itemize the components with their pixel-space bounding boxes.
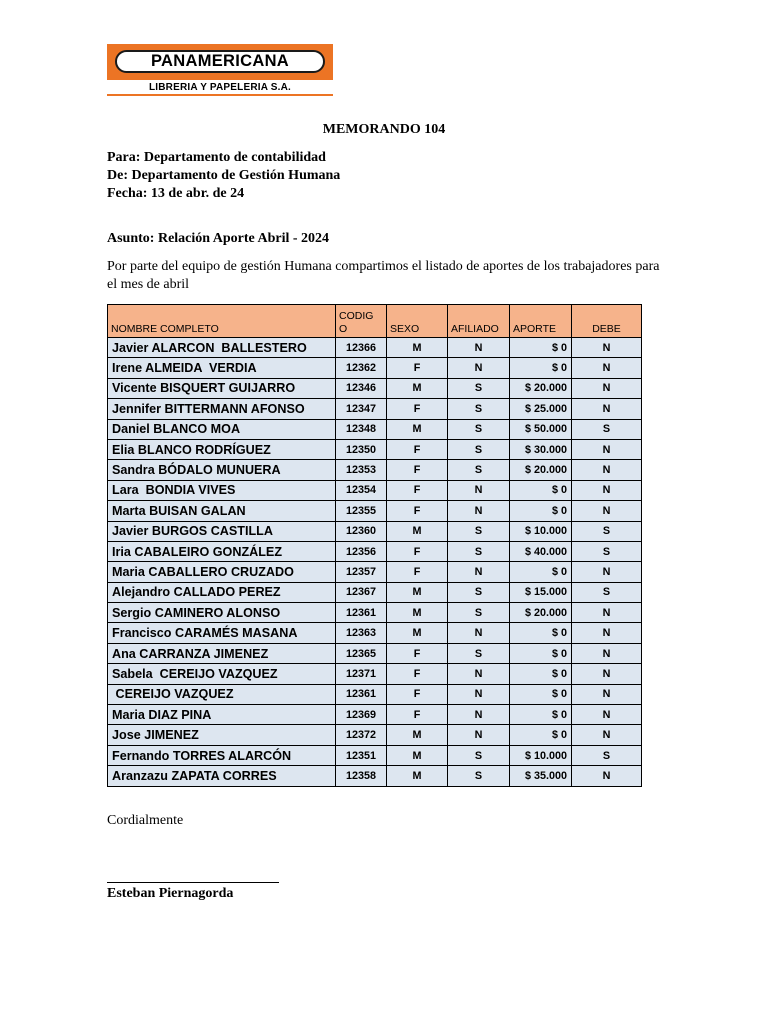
table-row (108, 399, 642, 419)
cell-codigo: 12346 (336, 378, 387, 398)
table-row (108, 460, 642, 480)
header-codigo: CODIG O (336, 305, 387, 338)
cell-debe: S (572, 582, 642, 602)
cell-aporte: $ 20.000 (510, 378, 572, 398)
table-row (108, 338, 642, 358)
cell-codigo: 12363 (336, 623, 387, 643)
table-row (108, 378, 642, 398)
cell-codigo: 12353 (336, 460, 387, 480)
cell-debe: S (572, 745, 642, 765)
cell-debe: N (572, 705, 642, 725)
cell-nombre: Iria CABALEIRO GONZÁLEZ (108, 541, 336, 561)
cell-afiliado: S (448, 521, 510, 541)
cell-nombre: Alejandro CALLADO PEREZ (108, 582, 336, 602)
cell-nombre: Francisco CARAMÉS MASANA (108, 623, 336, 643)
header-nombre: NOMBRE COMPLETO (108, 305, 336, 338)
cell-nombre: Javier ALARCON BALLESTERO (108, 338, 336, 358)
cell-sexo: M (387, 582, 448, 602)
cell-codigo: 12371 (336, 664, 387, 684)
table-row (108, 582, 642, 602)
cell-nombre: CEREIJO VAZQUEZ (108, 684, 336, 704)
table-row (108, 541, 642, 561)
cell-aporte: $ 20.000 (510, 603, 572, 623)
cell-afiliado: N (448, 725, 510, 745)
cell-afiliado: S (448, 399, 510, 419)
cell-debe: N (572, 358, 642, 378)
cell-afiliado: N (448, 684, 510, 704)
cell-afiliado: N (448, 664, 510, 684)
cell-nombre: Sergio CAMINERO ALONSO (108, 603, 336, 623)
cell-debe: N (572, 460, 642, 480)
table-row (108, 419, 642, 439)
cell-debe: N (572, 684, 642, 704)
cell-nombre: Maria DIAZ PINA (108, 705, 336, 725)
contributions-table (107, 304, 642, 787)
cell-afiliado: S (448, 541, 510, 561)
cell-codigo: 12350 (336, 439, 387, 459)
cell-aporte: $ 0 (510, 480, 572, 500)
cell-afiliado: S (448, 582, 510, 602)
cell-aporte: $ 0 (510, 358, 572, 378)
cell-sexo: F (387, 684, 448, 704)
table-row (108, 643, 642, 663)
cell-aporte: $ 0 (510, 562, 572, 582)
table-row (108, 521, 642, 541)
cell-sexo: M (387, 603, 448, 623)
cell-afiliado: N (448, 480, 510, 500)
cell-codigo: 12355 (336, 501, 387, 521)
table-row (108, 684, 642, 704)
table-row (108, 705, 642, 725)
cell-aporte: $ 0 (510, 501, 572, 521)
table-row (108, 501, 642, 521)
cell-sexo: F (387, 643, 448, 663)
cell-sexo: F (387, 501, 448, 521)
header-aporte: APORTE (510, 305, 572, 338)
cell-nombre: Jose JIMENEZ (108, 725, 336, 745)
cell-nombre: Marta BUISAN GALAN (108, 501, 336, 521)
cell-sexo: M (387, 766, 448, 786)
cell-afiliado: N (448, 501, 510, 521)
cell-nombre: Lara BONDIA VIVES (108, 480, 336, 500)
cell-nombre: Sabela CEREIJO VAZQUEZ (108, 664, 336, 684)
cell-sexo: M (387, 521, 448, 541)
cell-debe: N (572, 399, 642, 419)
cell-aporte: $ 0 (510, 664, 572, 684)
cell-nombre: Aranzazu ZAPATA CORRES (108, 766, 336, 786)
cell-debe: N (572, 338, 642, 358)
cell-afiliado: S (448, 643, 510, 663)
cell-aporte: $ 30.000 (510, 439, 572, 459)
cell-sexo: M (387, 745, 448, 765)
memo-to: Para: Departamento de contabilidad (107, 150, 326, 165)
cell-codigo: 12369 (336, 705, 387, 725)
cell-codigo: 12348 (336, 419, 387, 439)
table-row (108, 745, 642, 765)
memo-from: De: Departamento de Gestión Humana (107, 168, 341, 183)
cell-nombre: Fernando TORRES ALARCÓN (108, 745, 336, 765)
cell-nombre: Vicente BISQUERT GUIJARRO (108, 378, 336, 398)
cell-afiliado: S (448, 745, 510, 765)
cell-debe: S (572, 521, 642, 541)
cell-sexo: F (387, 480, 448, 500)
cell-afiliado: N (448, 623, 510, 643)
logo-subtitle: LIBRERIA Y PAPELERIA S.A. (148, 82, 292, 93)
cell-aporte: $ 0 (510, 623, 572, 643)
signature-name: Esteban Piernagorda (107, 886, 234, 901)
cell-nombre: Javier BURGOS CASTILLA (108, 521, 336, 541)
cell-codigo: 12367 (336, 582, 387, 602)
cell-codigo: 12351 (336, 745, 387, 765)
cell-aporte: $ 0 (510, 338, 572, 358)
company-logo (107, 44, 333, 96)
cell-debe: N (572, 725, 642, 745)
cell-sexo: F (387, 541, 448, 561)
cell-codigo: 12362 (336, 358, 387, 378)
cell-debe: N (572, 562, 642, 582)
cell-afiliado: S (448, 766, 510, 786)
cell-nombre: Jennifer BITTERMANN AFONSO (108, 399, 336, 419)
closing-text: Cordialmente (107, 813, 184, 828)
cell-sexo: F (387, 439, 448, 459)
cell-nombre: Sandra BÓDALO MUNUERA (108, 460, 336, 480)
cell-debe: N (572, 766, 642, 786)
cell-afiliado: S (448, 419, 510, 439)
cell-sexo: M (387, 338, 448, 358)
cell-aporte: $ 0 (510, 684, 572, 704)
cell-afiliado: S (448, 460, 510, 480)
cell-aporte: $ 0 (510, 725, 572, 745)
table-row (108, 603, 642, 623)
cell-sexo: M (387, 419, 448, 439)
table-row (108, 623, 642, 643)
cell-codigo: 12366 (336, 338, 387, 358)
cell-sexo: M (387, 378, 448, 398)
cell-debe: N (572, 378, 642, 398)
cell-afiliado: N (448, 358, 510, 378)
cell-aporte: $ 0 (510, 705, 572, 725)
cell-sexo: F (387, 358, 448, 378)
cell-codigo: 12360 (336, 521, 387, 541)
cell-aporte: $ 40.000 (510, 541, 572, 561)
cell-sexo: M (387, 623, 448, 643)
cell-debe: N (572, 501, 642, 521)
memo-subject: Asunto: Relación Aporte Abril - 2024 (107, 231, 330, 246)
header-debe: DEBE (572, 305, 642, 338)
cell-aporte: $ 10.000 (510, 745, 572, 765)
cell-codigo: 12357 (336, 562, 387, 582)
cell-nombre: Irene ALMEIDA VERDIA (108, 358, 336, 378)
signature-line (107, 882, 279, 883)
cell-afiliado: S (448, 439, 510, 459)
cell-nombre: Maria CABALLERO CRUZADO (108, 562, 336, 582)
cell-sexo: F (387, 399, 448, 419)
cell-afiliado: S (448, 378, 510, 398)
logo-underline (107, 94, 333, 96)
cell-aporte: $ 35.000 (510, 766, 572, 786)
cell-codigo: 12361 (336, 603, 387, 623)
cell-afiliado: N (448, 562, 510, 582)
cell-debe: N (572, 664, 642, 684)
cell-codigo: 12347 (336, 399, 387, 419)
memo-title: MEMORANDO 104 (322, 122, 446, 137)
cell-codigo: 12354 (336, 480, 387, 500)
cell-debe: N (572, 623, 642, 643)
cell-aporte: $ 20.000 (510, 460, 572, 480)
cell-sexo: F (387, 562, 448, 582)
header-sexo: SEXO (387, 305, 448, 338)
cell-codigo: 12356 (336, 541, 387, 561)
memo-intro: Por parte del equipo de gestión Humana compartimos el listado de aportes de los trabajadores para el mes de abril (107, 259, 660, 292)
cell-nombre: Daniel BLANCO MOA (108, 419, 336, 439)
cell-debe: S (572, 419, 642, 439)
cell-afiliado: N (448, 705, 510, 725)
cell-sexo: F (387, 705, 448, 725)
table-row (108, 664, 642, 684)
cell-sexo: F (387, 664, 448, 684)
cell-codigo: 12361 (336, 684, 387, 704)
cell-aporte: $ 10.000 (510, 521, 572, 541)
table-row (108, 480, 642, 500)
table-row (108, 562, 642, 582)
table-row (108, 439, 642, 459)
table-header-row (108, 305, 642, 338)
cell-aporte: $ 50.000 (510, 419, 572, 439)
cell-debe: N (572, 439, 642, 459)
cell-debe: N (572, 480, 642, 500)
cell-sexo: M (387, 725, 448, 745)
memo-date: Fecha: 13 de abr. de 24 (107, 186, 245, 201)
cell-codigo: 12372 (336, 725, 387, 745)
table-body (108, 338, 642, 787)
header-afiliado: AFILIADO (448, 305, 510, 338)
cell-aporte: $ 15.000 (510, 582, 572, 602)
cell-debe: N (572, 643, 642, 663)
cell-debe: S (572, 541, 642, 561)
cell-nombre: Elia BLANCO RODRÍGUEZ (108, 439, 336, 459)
table-row (108, 766, 642, 786)
table-row (108, 358, 642, 378)
cell-afiliado: N (448, 338, 510, 358)
cell-nombre: Ana CARRANZA JIMENEZ (108, 643, 336, 663)
cell-sexo: F (387, 460, 448, 480)
cell-debe: N (572, 603, 642, 623)
table-row (108, 725, 642, 745)
cell-codigo: 12365 (336, 643, 387, 663)
cell-afiliado: S (448, 603, 510, 623)
cell-aporte: $ 0 (510, 643, 572, 663)
cell-aporte: $ 25.000 (510, 399, 572, 419)
cell-codigo: 12358 (336, 766, 387, 786)
logo-name: PANAMERICANA (115, 50, 325, 73)
